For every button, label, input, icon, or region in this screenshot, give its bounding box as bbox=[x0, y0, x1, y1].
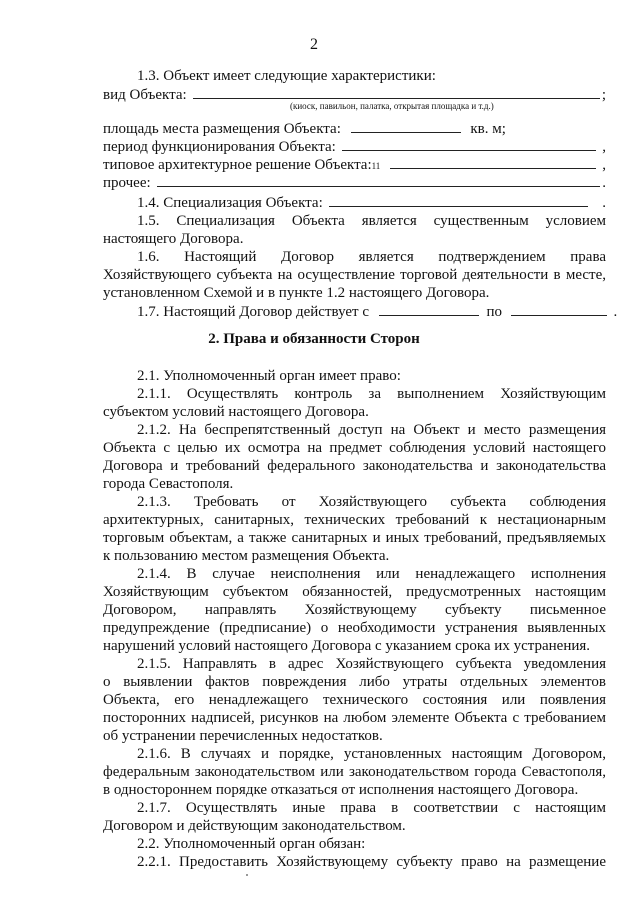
body-line: Объекта с целью их осмотра на предмет соблюдения условий настоящего bbox=[103, 440, 606, 456]
arch-footnote-mark: 11 bbox=[371, 161, 381, 171]
page-number: 2 bbox=[310, 36, 318, 53]
body-line: Объекта, его ненадлежащего технического состояния или появления bbox=[103, 692, 606, 708]
body-line: в одностороннем порядке отказаться от исполнения настоящего Договора. bbox=[103, 782, 579, 798]
period-label: период функционирования Объекта: bbox=[103, 139, 336, 155]
other-label: прочее: bbox=[103, 175, 151, 191]
section-1-5-line-2: настоящего Договора. bbox=[103, 231, 244, 247]
validity-label: 1.7. Настоящий Договор действует с bbox=[137, 304, 369, 320]
body-line: Хозяйствующим субъектом обязанностей, предусмотренных настоящим bbox=[103, 584, 606, 600]
arch-line bbox=[103, 155, 606, 175]
area-line bbox=[103, 119, 606, 138]
section-2-title: 2. Права и обязанности Сторон bbox=[208, 331, 420, 347]
section-1-3-heading: 1.3. Объект имеет следующие характеристики: bbox=[137, 68, 436, 84]
area-unit: кв. м; bbox=[470, 121, 506, 137]
validity-to-label: по bbox=[486, 304, 503, 320]
body-line: 2.1. Уполномоченный орган имеет право: bbox=[137, 368, 401, 384]
body-line: Договором и действующим законодательством. bbox=[103, 818, 406, 834]
section-1-6-line-2: Хозяйствующего субъекта на осуществление торговой деятельности в месте, bbox=[103, 267, 606, 283]
object-type-hint: (киоск, павильон, палатка, открытая площадка и т.д.) bbox=[290, 101, 494, 111]
specialization-blank[interactable] bbox=[329, 193, 589, 207]
section-1-6-line-1: 1.6. Настоящий Договор является подтверждением права bbox=[137, 249, 606, 265]
object-type-end: ; bbox=[601, 87, 606, 103]
period-end: , bbox=[602, 139, 606, 155]
body-line: о выявлении фактов повреждения либо утраты отдельных элементов bbox=[103, 674, 606, 690]
body-line: Договором, направлять Хозяйствующему субъекту письменное bbox=[103, 602, 606, 618]
body-line: 2.1.2. На беспрепятственный доступ на Объект и место размещения bbox=[137, 422, 606, 438]
object-type-label: вид Объекта: bbox=[103, 87, 187, 103]
body-line: 2.1.4. В случае неисполнения или ненадлежащего исполнения bbox=[137, 566, 606, 582]
arch-label: типовое архитектурное решение Объекта: bbox=[103, 157, 372, 173]
body-line: нарушений условий настоящего Договора с указанием срока их устранения. bbox=[103, 638, 591, 654]
body-line: Договора и требований федерального законодательства и законодательства bbox=[103, 458, 606, 474]
validity-from-blank[interactable] bbox=[379, 302, 479, 316]
body-line: архитектурных, санитарных, технических требований к нестационарным bbox=[103, 512, 606, 528]
body-line: субъектом условий настоящего Договора. bbox=[103, 404, 369, 420]
object-type-blank[interactable] bbox=[193, 85, 600, 99]
other-line bbox=[103, 173, 606, 192]
body-line: к пользованию местом размещения Объекта. bbox=[103, 548, 390, 564]
body-line: торговым объектам, а также санитарных и иных требований, предъявляемых bbox=[103, 530, 606, 546]
other-blank[interactable] bbox=[157, 173, 601, 187]
body-line: 2.1.7. Осуществлять иные права в соответствии с настоящим bbox=[137, 800, 606, 816]
area-label: площадь места размещения Объекта: bbox=[103, 121, 341, 137]
body-line: 2.1.1. Осуществлять контроль за выполнением Хозяйствующим bbox=[137, 386, 606, 402]
body-line: об устранении перечисленных недостатков. bbox=[103, 728, 383, 744]
validity-to-blank[interactable] bbox=[511, 302, 607, 316]
body-line: 2.1.3. Требовать от Хозяйствующего субъекта соблюдения bbox=[137, 494, 606, 510]
validity-end: . bbox=[613, 304, 618, 320]
specialization-label: 1.4. Специализация Объекта: bbox=[137, 195, 323, 211]
arch-end: , bbox=[602, 157, 606, 173]
section-1-5-line-1: 1.5. Специализация Объекта является существенным условием bbox=[137, 213, 606, 229]
body-line: 2.1.5. Направлять в адрес Хозяйствующего субъекта уведомления bbox=[137, 656, 606, 672]
body-line: 2.2.1. Предоставить Хозяйствующему субъекту право на размещение bbox=[137, 854, 606, 870]
body-line: города Севастополя. bbox=[103, 476, 234, 492]
section-1-7 bbox=[137, 302, 618, 321]
arch-blank[interactable] bbox=[390, 155, 596, 169]
section-1-6-line-3: установленном Схемой и в пункте 1.2 настоящего Договора. bbox=[103, 285, 490, 301]
body-line: посторонних надписей, рисунков на любом элементе Объекта с требованием bbox=[103, 710, 606, 726]
period-line bbox=[103, 137, 606, 156]
scan-speck bbox=[246, 874, 248, 876]
body-line: предупреждение (предписание) о необходимости устранения выявленных bbox=[103, 620, 606, 636]
other-end: . bbox=[602, 175, 606, 191]
body-line: федеральным законодательством или законодательством города Севастополя, bbox=[103, 764, 606, 780]
period-blank[interactable] bbox=[342, 137, 596, 151]
area-blank[interactable] bbox=[351, 119, 461, 133]
section-1-4 bbox=[137, 193, 606, 212]
body-line: 2.1.6. В случаях и порядке, установленных настоящим Договором, bbox=[137, 746, 606, 762]
specialization-end: . bbox=[602, 195, 606, 211]
body-line: 2.2. Уполномоченный орган обязан: bbox=[137, 836, 366, 852]
